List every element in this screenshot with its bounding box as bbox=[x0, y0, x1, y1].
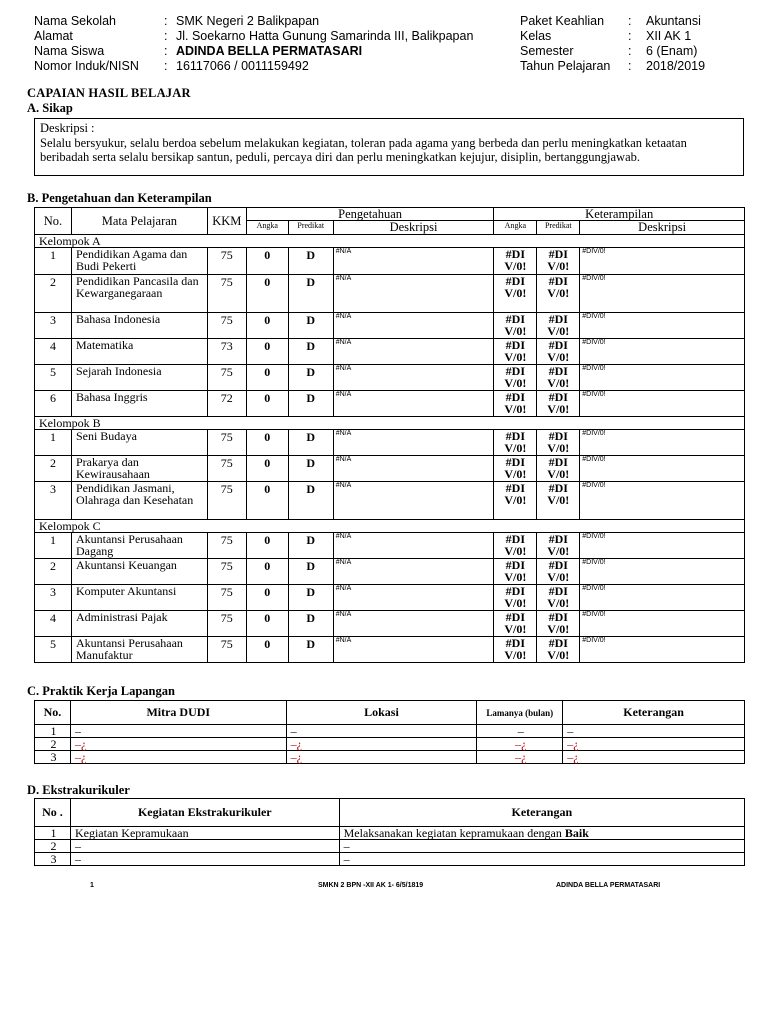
ekskul-keterangan-text: – bbox=[343, 839, 350, 853]
row-k-predikat: #DI V/0! bbox=[537, 637, 580, 663]
row-k-angka: #DI V/0! bbox=[494, 275, 537, 313]
school-info-value: 16117066 / 0011159492 bbox=[176, 59, 309, 73]
row-angka: 0 bbox=[246, 559, 288, 585]
pkl-col-mitra: Mitra DUDI bbox=[70, 701, 286, 725]
row-angka: 0 bbox=[246, 391, 288, 417]
row-mapel: Seni Budaya bbox=[71, 430, 207, 456]
row-kkm: 75 bbox=[207, 559, 246, 585]
row-mapel: Pendidikan Agama dan Budi Pekerti bbox=[71, 248, 207, 275]
col-predikat: Predikat bbox=[288, 221, 333, 235]
row-kkm: 75 bbox=[207, 275, 246, 313]
row-deskripsi: #N/A bbox=[333, 275, 494, 313]
row-kkm: 75 bbox=[207, 430, 246, 456]
col-k-predikat: Predikat bbox=[537, 221, 580, 235]
row-no: 5 bbox=[35, 365, 72, 391]
row-predikat: D bbox=[288, 391, 333, 417]
row-k-deskripsi: #DIV/0! bbox=[580, 430, 745, 456]
row-k-deskripsi: #DIV/0! bbox=[580, 611, 745, 637]
pkl-col-lokasi: Lokasi bbox=[286, 701, 477, 725]
footer-document-code: SMKN 2 BPN -XII AK 1- 6/5/1819 bbox=[318, 882, 424, 889]
pkl-mitra: – bbox=[70, 725, 286, 738]
row-k-predikat: #DI V/0! bbox=[537, 248, 580, 275]
ekskul-col-keterangan: Keterangan bbox=[339, 799, 744, 827]
row-angka: 0 bbox=[246, 248, 288, 275]
table-row bbox=[35, 637, 745, 663]
class-info-value: XII AK 1 bbox=[646, 29, 692, 43]
school-info-label: Nama Siswa bbox=[34, 44, 105, 58]
row-mapel: Bahasa Indonesia bbox=[71, 313, 207, 339]
row-no: 3 bbox=[35, 482, 72, 520]
row-angka: 0 bbox=[246, 482, 288, 520]
row-angka: 0 bbox=[246, 585, 288, 611]
class-info-label: Kelas bbox=[520, 29, 552, 43]
row-angka: 0 bbox=[246, 430, 288, 456]
ekskul-keterangan bbox=[339, 840, 744, 853]
class-info-colon: : bbox=[628, 14, 632, 28]
row-predikat: D bbox=[288, 611, 333, 637]
school-info-colon: : bbox=[164, 14, 168, 28]
row-mapel: Akuntansi Keuangan bbox=[71, 559, 207, 585]
row-k-predikat: #DI V/0! bbox=[537, 430, 580, 456]
row-mapel: Sejarah Indonesia bbox=[71, 365, 207, 391]
group-name: Kelompok A bbox=[35, 235, 745, 248]
row-k-angka: #DI V/0! bbox=[494, 456, 537, 482]
table-row bbox=[35, 482, 745, 520]
col-k-angka: Angka bbox=[494, 221, 537, 235]
school-info-label: Nama Sekolah bbox=[34, 14, 116, 28]
section-d-heading: D. Ekstrakurikuler bbox=[27, 783, 130, 797]
table-row bbox=[35, 533, 745, 559]
row-kkm: 75 bbox=[207, 533, 246, 559]
section-c-heading: C. Praktik Kerja Lapangan bbox=[27, 684, 175, 698]
ekskul-no: 3 bbox=[35, 853, 71, 866]
row-no: 4 bbox=[35, 339, 72, 365]
row-angka: 0 bbox=[246, 275, 288, 313]
row-k-deskripsi: #DIV/0! bbox=[580, 637, 745, 663]
row-angka: 0 bbox=[246, 456, 288, 482]
class-info-colon: : bbox=[628, 44, 632, 58]
col-mapel: Mata Pelajaran bbox=[71, 208, 207, 235]
pkl-keterangan: –¿ bbox=[563, 738, 745, 751]
row-no: 3 bbox=[35, 313, 72, 339]
ekskul-kegiatan: – bbox=[70, 853, 339, 866]
row-k-angka: #DI V/0! bbox=[494, 637, 537, 663]
table-row bbox=[35, 339, 745, 365]
row-k-angka: #DI V/0! bbox=[494, 248, 537, 275]
row-k-angka: #DI V/0! bbox=[494, 430, 537, 456]
row-mapel: Akuntansi Perusahaan Manufaktur bbox=[71, 637, 207, 663]
row-predikat: D bbox=[288, 585, 333, 611]
class-info-value: 2018/2019 bbox=[646, 59, 706, 73]
ekskul-kegiatan: – bbox=[70, 840, 339, 853]
row-k-deskripsi: #DIV/0! bbox=[580, 313, 745, 339]
row-angka: 0 bbox=[246, 637, 288, 663]
pkl-no: 3 bbox=[35, 751, 71, 764]
school-info-colon: : bbox=[164, 44, 168, 58]
row-kkm: 73 bbox=[207, 339, 246, 365]
class-info bbox=[520, 14, 705, 74]
row-mapel: Bahasa Inggris bbox=[71, 391, 207, 417]
row-k-predikat: #DI V/0! bbox=[537, 533, 580, 559]
row-k-predikat: #DI V/0! bbox=[537, 456, 580, 482]
section-b-heading: B. Pengetahuan dan Keterampilan bbox=[27, 191, 212, 205]
table-row bbox=[35, 365, 745, 391]
class-info-row bbox=[520, 29, 705, 44]
row-deskripsi: #N/A bbox=[333, 391, 494, 417]
grades-table bbox=[34, 207, 745, 663]
row-mapel: Pendidikan Pancasila dan Kewarganegaraan bbox=[71, 275, 207, 313]
ekskul-keterangan bbox=[339, 827, 744, 840]
page-title: CAPAIAN HASIL BELAJAR bbox=[27, 86, 191, 100]
ekskul-no: 1 bbox=[35, 827, 71, 840]
col-no: No. bbox=[35, 208, 72, 235]
sikap-description-box bbox=[34, 118, 744, 176]
pkl-mitra: –¿ bbox=[70, 751, 286, 764]
section-a-heading: A. Sikap bbox=[27, 101, 73, 115]
row-k-deskripsi: #DIV/0! bbox=[580, 559, 745, 585]
row-deskripsi: #N/A bbox=[333, 533, 494, 559]
row-k-deskripsi: #DIV/0! bbox=[580, 339, 745, 365]
pkl-lamanya: –¿ bbox=[477, 751, 563, 764]
group-row bbox=[35, 417, 745, 430]
table-row bbox=[35, 313, 745, 339]
row-k-predikat: #DI V/0! bbox=[537, 585, 580, 611]
row-deskripsi: #N/A bbox=[333, 637, 494, 663]
class-info-row bbox=[520, 44, 705, 59]
row-mapel: Administrasi Pajak bbox=[71, 611, 207, 637]
school-info-label: Nomor Induk/NISN bbox=[34, 59, 139, 73]
ekskul-table bbox=[34, 798, 745, 866]
row-k-predikat: #DI V/0! bbox=[537, 611, 580, 637]
footer-page-number: 1 bbox=[90, 882, 94, 889]
row-k-angka: #DI V/0! bbox=[494, 339, 537, 365]
table-row bbox=[35, 853, 745, 866]
row-angka: 0 bbox=[246, 339, 288, 365]
group-name: Kelompok C bbox=[35, 520, 745, 533]
table-row bbox=[35, 840, 745, 853]
class-info-value: 6 (Enam) bbox=[646, 44, 698, 58]
row-predikat: D bbox=[288, 339, 333, 365]
row-k-angka: #DI V/0! bbox=[494, 482, 537, 520]
ekskul-col-kegiatan: Kegiatan Ekstrakurikuler bbox=[70, 799, 339, 827]
row-k-angka: #DI V/0! bbox=[494, 313, 537, 339]
row-kkm: 75 bbox=[207, 585, 246, 611]
row-k-deskripsi: #DIV/0! bbox=[580, 456, 745, 482]
row-k-predikat: #DI V/0! bbox=[537, 339, 580, 365]
sikap-label: Deskripsi : bbox=[40, 121, 95, 135]
school-info-row bbox=[34, 29, 473, 44]
row-predikat: D bbox=[288, 430, 333, 456]
row-deskripsi: #N/A bbox=[333, 585, 494, 611]
row-predikat: D bbox=[288, 456, 333, 482]
row-predikat: D bbox=[288, 248, 333, 275]
pkl-col-no: No. bbox=[35, 701, 71, 725]
school-info bbox=[34, 14, 473, 74]
row-mapel: Matematika bbox=[71, 339, 207, 365]
row-k-deskripsi: #DIV/0! bbox=[580, 585, 745, 611]
row-mapel: Pendidikan Jasmani, Olahraga dan Kesehatan bbox=[71, 482, 207, 520]
pkl-lokasi: –¿ bbox=[286, 751, 477, 764]
row-no: 2 bbox=[35, 456, 72, 482]
row-k-deskripsi: #DIV/0! bbox=[580, 248, 745, 275]
school-info-value: Jl. Soekarno Hatta Gunung Samarinda III, Balikpapan bbox=[176, 29, 474, 43]
school-info-value: ADINDA BELLA PERMATASARI bbox=[176, 44, 363, 58]
school-info-row bbox=[34, 14, 473, 29]
row-deskripsi: #N/A bbox=[333, 248, 494, 275]
row-kkm: 75 bbox=[207, 482, 246, 520]
table-row bbox=[35, 738, 745, 751]
col-kkm: KKM bbox=[207, 208, 246, 235]
table-row bbox=[35, 391, 745, 417]
pkl-col-keterangan: Keterangan bbox=[563, 701, 745, 725]
row-no: 4 bbox=[35, 611, 72, 637]
sikap-text: Selalu bersyukur, selalu berdoa sebelum melakukan kegiatan, toleran pada agama yang berbeda dan perlu meningkatkan ketaatan beribadah serta selalu bersikap santun, peduli, percaya diri dan perlu meningkatkan kejujur, disiplin, bertanggungjawab. bbox=[40, 135, 687, 164]
table-row bbox=[35, 559, 745, 585]
row-k-angka: #DI V/0! bbox=[494, 559, 537, 585]
pkl-mitra: –¿ bbox=[70, 738, 286, 751]
ekskul-no: 2 bbox=[35, 840, 71, 853]
row-k-predikat: #DI V/0! bbox=[537, 275, 580, 313]
row-k-deskripsi: #DIV/0! bbox=[580, 365, 745, 391]
row-k-deskripsi: #DIV/0! bbox=[580, 391, 745, 417]
table-row bbox=[35, 585, 745, 611]
row-kkm: 75 bbox=[207, 611, 246, 637]
pkl-lokasi: – bbox=[286, 725, 477, 738]
table-row bbox=[35, 456, 745, 482]
row-kkm: 75 bbox=[207, 365, 246, 391]
row-no: 1 bbox=[35, 533, 72, 559]
row-predikat: D bbox=[288, 275, 333, 313]
col-keterampilan: Keterampilan bbox=[494, 208, 745, 221]
row-k-angka: #DI V/0! bbox=[494, 585, 537, 611]
pkl-col-lamanya: Lamanya (bulan) bbox=[477, 701, 563, 725]
school-info-row bbox=[34, 44, 473, 59]
row-deskripsi: #N/A bbox=[333, 611, 494, 637]
row-kkm: 75 bbox=[207, 248, 246, 275]
ekskul-kegiatan: Kegiatan Kepramukaan bbox=[70, 827, 339, 840]
row-k-angka: #DI V/0! bbox=[494, 533, 537, 559]
pkl-keterangan: – bbox=[563, 725, 745, 738]
table-row bbox=[35, 275, 745, 313]
row-mapel: Akuntansi Perusahaan Dagang bbox=[71, 533, 207, 559]
row-predikat: D bbox=[288, 533, 333, 559]
row-k-predikat: #DI V/0! bbox=[537, 365, 580, 391]
row-no: 6 bbox=[35, 391, 72, 417]
row-angka: 0 bbox=[246, 313, 288, 339]
footer-student-name: ADINDA BELLA PERMATASARI bbox=[556, 882, 661, 889]
table-row bbox=[35, 725, 745, 738]
row-k-predikat: #DI V/0! bbox=[537, 559, 580, 585]
ekskul-keterangan-grade: Baik bbox=[564, 826, 589, 840]
row-kkm: 75 bbox=[207, 313, 246, 339]
class-info-label: Paket Keahlian bbox=[520, 14, 605, 28]
ekskul-keterangan-text: – bbox=[343, 852, 350, 866]
school-info-row bbox=[34, 59, 473, 74]
ekskul-col-no: No . bbox=[35, 799, 71, 827]
row-no: 2 bbox=[35, 275, 72, 313]
school-info-colon: : bbox=[164, 59, 168, 73]
row-no: 3 bbox=[35, 585, 72, 611]
row-k-angka: #DI V/0! bbox=[494, 611, 537, 637]
row-predikat: D bbox=[288, 482, 333, 520]
row-k-angka: #DI V/0! bbox=[494, 391, 537, 417]
pkl-lokasi: –¿ bbox=[286, 738, 477, 751]
row-predikat: D bbox=[288, 313, 333, 339]
row-k-deskripsi: #DIV/0! bbox=[580, 275, 745, 313]
pkl-no: 2 bbox=[35, 738, 71, 751]
col-angka: Angka bbox=[246, 221, 288, 235]
row-predikat: D bbox=[288, 559, 333, 585]
school-info-value: SMK Negeri 2 Balikpapan bbox=[176, 14, 320, 28]
row-no: 2 bbox=[35, 559, 72, 585]
pkl-table bbox=[34, 700, 745, 764]
row-deskripsi: #N/A bbox=[333, 313, 494, 339]
pkl-lamanya: –¿ bbox=[477, 738, 563, 751]
col-pengetahuan: Pengetahuan bbox=[246, 208, 494, 221]
row-no: 1 bbox=[35, 248, 72, 275]
row-deskripsi: #N/A bbox=[333, 456, 494, 482]
row-deskripsi: #N/A bbox=[333, 559, 494, 585]
row-angka: 0 bbox=[246, 533, 288, 559]
col-deskripsi: Deskripsi bbox=[333, 221, 494, 235]
row-predikat: D bbox=[288, 365, 333, 391]
row-no: 1 bbox=[35, 430, 72, 456]
row-deskripsi: #N/A bbox=[333, 339, 494, 365]
row-deskripsi: #N/A bbox=[333, 430, 494, 456]
row-mapel: Komputer Akuntansi bbox=[71, 585, 207, 611]
group-row bbox=[35, 520, 745, 533]
row-kkm: 75 bbox=[207, 637, 246, 663]
table-row bbox=[35, 751, 745, 764]
row-deskripsi: #N/A bbox=[333, 482, 494, 520]
row-predikat: D bbox=[288, 637, 333, 663]
pkl-keterangan: –¿ bbox=[563, 751, 745, 764]
group-row bbox=[35, 235, 745, 248]
ekskul-keterangan bbox=[339, 853, 744, 866]
class-info-row bbox=[520, 14, 705, 29]
class-info-colon: : bbox=[628, 59, 632, 73]
class-info-colon: : bbox=[628, 29, 632, 43]
row-k-angka: #DI V/0! bbox=[494, 365, 537, 391]
class-info-value: Akuntansi bbox=[646, 14, 701, 28]
row-no: 5 bbox=[35, 637, 72, 663]
row-angka: 0 bbox=[246, 365, 288, 391]
row-kkm: 72 bbox=[207, 391, 246, 417]
table-row bbox=[35, 611, 745, 637]
class-info-label: Tahun Pelajaran bbox=[520, 59, 611, 73]
ekskul-keterangan-text: Melaksanakan kegiatan kepramukaan dengan bbox=[343, 826, 565, 840]
row-k-deskripsi: #DIV/0! bbox=[580, 533, 745, 559]
class-info-label: Semester bbox=[520, 44, 574, 58]
row-angka: 0 bbox=[246, 611, 288, 637]
table-row bbox=[35, 827, 745, 840]
row-mapel: Prakarya dan Kewirausahaan bbox=[71, 456, 207, 482]
row-deskripsi: #N/A bbox=[333, 365, 494, 391]
pkl-lamanya: – bbox=[477, 725, 563, 738]
pkl-no: 1 bbox=[35, 725, 71, 738]
row-k-predikat: #DI V/0! bbox=[537, 391, 580, 417]
school-info-colon: : bbox=[164, 29, 168, 43]
row-kkm: 75 bbox=[207, 456, 246, 482]
row-k-deskripsi: #DIV/0! bbox=[580, 482, 745, 520]
table-row bbox=[35, 430, 745, 456]
class-info-row bbox=[520, 59, 705, 74]
row-k-predikat: #DI V/0! bbox=[537, 313, 580, 339]
school-info-label: Alamat bbox=[34, 29, 73, 43]
row-k-predikat: #DI V/0! bbox=[537, 482, 580, 520]
table-row bbox=[35, 248, 745, 275]
group-name: Kelompok B bbox=[35, 417, 745, 430]
col-k-deskripsi: Deskripsi bbox=[580, 221, 745, 235]
